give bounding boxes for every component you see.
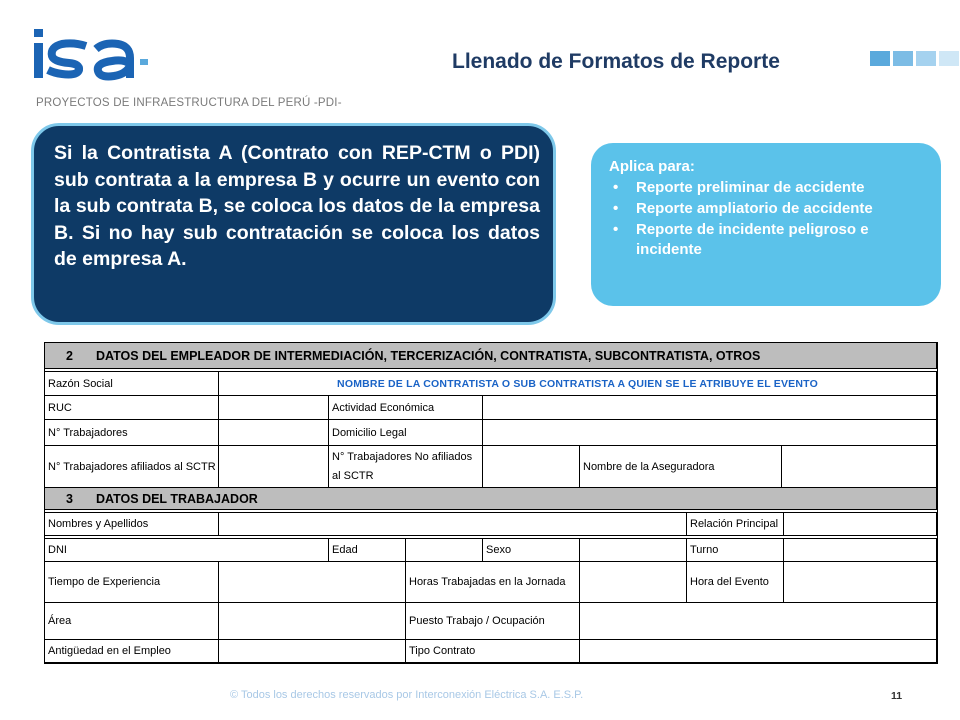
antiguedad-field[interactable] xyxy=(219,640,406,663)
decorative-squares xyxy=(870,51,959,66)
nombres-field[interactable] xyxy=(219,513,687,536)
section-3-header xyxy=(45,488,937,510)
relacion-field[interactable] xyxy=(784,513,937,536)
turno-label: Turno xyxy=(687,539,784,562)
antiguedad-label: Antigüedad en el Empleo xyxy=(45,640,219,663)
callout-text: Si la Contratista A (Contrato con REP-CTM o PDI) sub contrata a la empresa B y ocurre un evento con la sub contrata B, se coloca los datos de la empresa B. Si no hay sub contratación se coloca los datos de empresa A. xyxy=(54,142,540,271)
turno-field[interactable] xyxy=(784,539,937,562)
list-item xyxy=(609,220,923,260)
horas-field[interactable] xyxy=(580,562,687,603)
isa-logo-mark xyxy=(34,26,164,88)
logo-subtitle: PROYECTOS DE INFRAESTRUCTURA DEL PERÚ -PDI- xyxy=(36,97,342,109)
copyright-footer: © Todos los derechos reservados por Interconexión Eléctrica S.A. E.S.P. xyxy=(230,689,584,701)
n-trabajadores-label: N° Trabajadores xyxy=(45,420,219,446)
section-number: 3 xyxy=(66,491,73,506)
domicilio-label: Domicilio Legal xyxy=(329,420,483,446)
area-label: Área xyxy=(45,603,219,640)
actividad-field[interactable] xyxy=(483,396,937,420)
n-afiliados-field[interactable] xyxy=(219,446,329,488)
explanation-callout xyxy=(31,123,556,325)
applies-list xyxy=(609,178,923,260)
ruc-field[interactable] xyxy=(219,396,329,420)
section-number: 2 xyxy=(66,348,73,363)
n-trabajadores-field[interactable] xyxy=(219,420,329,446)
tiempo-experiencia-label: Tiempo de Experiencia xyxy=(45,562,219,603)
section-title: DATOS DEL TRABAJADOR xyxy=(96,491,258,506)
razon-social-label: Razón Social xyxy=(45,372,219,396)
report-form xyxy=(44,342,938,664)
puesto-label: Puesto Trabajo / Ocupación xyxy=(406,603,580,640)
domicilio-field[interactable] xyxy=(483,420,937,446)
bullet-icon: • xyxy=(613,200,619,217)
sexo-field[interactable] xyxy=(580,539,687,562)
tiempo-experiencia-field[interactable] xyxy=(219,562,406,603)
n-afiliados-label: N° Trabajadores afiliados al SCTR xyxy=(45,446,219,488)
list-item-label: Reporte preliminar de accidente xyxy=(636,179,865,196)
section-2-header xyxy=(45,343,937,369)
tipo-contrato-field[interactable] xyxy=(580,640,937,663)
deco-square xyxy=(939,51,959,66)
puesto-field[interactable] xyxy=(580,603,937,640)
horas-label: Horas Trabajadas en la Jornada xyxy=(406,562,580,603)
bullet-icon: • xyxy=(613,179,619,196)
edad-label: Edad xyxy=(329,539,406,562)
area-field[interactable] xyxy=(219,603,406,640)
deco-square xyxy=(893,51,913,66)
page-title: Llenado de Formatos de Reporte xyxy=(452,50,780,73)
actividad-label: Actividad Económica xyxy=(329,396,483,420)
tipo-contrato-label: Tipo Contrato xyxy=(406,640,580,663)
applies-to-box xyxy=(591,143,941,306)
list-item-label: Reporte ampliatorio de accidente xyxy=(636,200,873,217)
applies-title: Aplica para: xyxy=(609,158,695,175)
ruc-label: RUC xyxy=(45,396,219,420)
aseguradora-label: Nombre de la Aseguradora xyxy=(580,446,782,488)
razon-social-field[interactable]: NOMBRE DE LA CONTRATISTA O SUB CONTRATISTA A QUIEN SE LE ATRIBUYE EL EVENTO xyxy=(219,372,937,396)
n-no-afiliados-label: N° Trabajadores No afiliados al SCTR xyxy=(329,446,483,488)
deco-square xyxy=(916,51,936,66)
bullet-icon: • xyxy=(613,221,619,238)
section-title: DATOS DEL EMPLEADOR DE INTERMEDIACIÓN, TERCERIZACIÓN, CONTRATISTA, SUBCONTRATISTA, OTROS xyxy=(96,348,761,363)
list-item xyxy=(609,178,923,198)
edad-field[interactable] xyxy=(406,539,483,562)
sexo-label: Sexo xyxy=(483,539,580,562)
relacion-label: Relación Principal xyxy=(687,513,784,536)
dni-label: DNI xyxy=(45,539,329,562)
hora-evento-label: Hora del Evento xyxy=(687,562,784,603)
n-no-afiliados-field[interactable] xyxy=(483,446,580,488)
isa-logo xyxy=(34,26,342,116)
list-item xyxy=(609,199,923,219)
nombres-label: Nombres y Apellidos xyxy=(45,513,219,536)
list-item-label: Reporte de incidente peligroso e incidente xyxy=(636,221,869,258)
aseguradora-field[interactable] xyxy=(782,446,937,488)
hora-evento-field[interactable] xyxy=(784,562,937,603)
page-number: 11 xyxy=(891,690,903,702)
deco-square xyxy=(870,51,890,66)
